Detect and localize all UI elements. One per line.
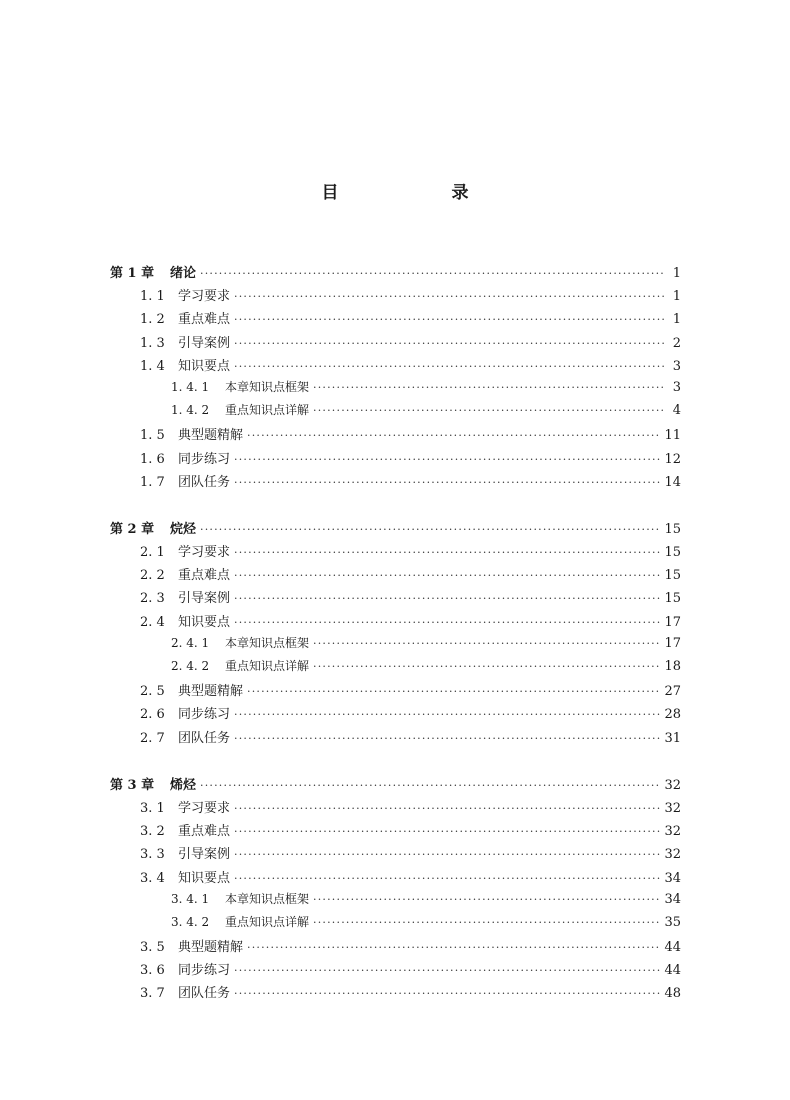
dot-leader — [234, 453, 661, 466]
page-number: 31 — [664, 730, 681, 746]
page-number: 1 — [672, 289, 681, 305]
section-title: 知识要点 — [178, 358, 231, 374]
toc-section-entry[interactable] — [110, 564, 681, 587]
toc-section-entry[interactable] — [110, 587, 681, 610]
page-number: 32 — [664, 824, 681, 840]
toc-subsection-entry[interactable] — [110, 913, 681, 936]
dot-leader — [234, 360, 664, 373]
dot-leader — [234, 290, 664, 303]
dot-leader — [234, 964, 661, 977]
dot-leader — [234, 848, 661, 861]
page-number: 4 — [672, 403, 681, 419]
section-number: 1. 1 — [140, 289, 165, 305]
section-title: 团队任务 — [178, 986, 231, 1002]
section-number: 3. 2 — [140, 824, 165, 840]
chapter-title: 烯烃 — [170, 777, 197, 793]
section-number: 1. 2 — [140, 312, 165, 328]
section-title: 学习要求 — [178, 289, 231, 305]
toc-subsection-entry[interactable] — [110, 634, 681, 657]
dot-leader — [313, 660, 661, 673]
section-number: 2. 2 — [140, 568, 165, 584]
toc-section-entry[interactable] — [110, 820, 681, 843]
toc-subsection-entry[interactable] — [110, 657, 681, 680]
chapter-number: 第 3 章 — [110, 777, 155, 793]
dot-leader — [313, 893, 661, 906]
page-number: 3 — [672, 358, 681, 374]
section-number: 2. 5 — [140, 684, 165, 700]
toc-chapter-entry[interactable] — [110, 774, 681, 797]
section-number: 1. 6 — [140, 451, 165, 467]
subsection-title: 本章知识点框架 — [225, 379, 310, 394]
toc-section-entry[interactable] — [110, 285, 681, 308]
section-title: 知识要点 — [178, 870, 231, 886]
section-title: 团队任务 — [178, 474, 231, 490]
toc-section-entry[interactable] — [110, 471, 681, 494]
section-title: 典型题精解 — [178, 428, 244, 444]
toc-section-entry[interactable] — [110, 936, 681, 959]
toc-section-entry[interactable] — [110, 541, 681, 564]
page-number: 2 — [672, 335, 681, 351]
toc-chapter-entry[interactable] — [110, 518, 681, 541]
section-title: 团队任务 — [178, 730, 231, 746]
page-number: 32 — [664, 847, 681, 863]
subsection-title: 本章知识点框架 — [225, 891, 310, 906]
section-title: 同步练习 — [178, 707, 231, 723]
dot-leader — [234, 732, 661, 745]
toc-section-entry[interactable] — [110, 332, 681, 355]
section-title: 同步练习 — [178, 451, 231, 467]
toc-section-entry[interactable] — [110, 797, 681, 820]
page-number: 32 — [664, 800, 681, 816]
dot-leader — [234, 825, 661, 838]
dot-leader — [234, 872, 661, 885]
toc-section-entry[interactable] — [110, 703, 681, 726]
dot-leader — [234, 708, 661, 721]
dot-leader — [200, 779, 661, 792]
dot-leader — [247, 429, 661, 442]
page-number: 44 — [664, 940, 681, 956]
toc-chapter-entry[interactable] — [110, 262, 681, 285]
page-number: 44 — [664, 963, 681, 979]
section-title: 重点难点 — [178, 568, 231, 584]
page-number: 3 — [672, 379, 681, 395]
toc-chapter — [110, 518, 681, 750]
subsection-number: 2. 4. 1 — [171, 635, 210, 650]
page-number: 15 — [664, 568, 681, 584]
subsection-title: 重点知识点详解 — [225, 659, 310, 673]
section-title: 学习要求 — [178, 545, 231, 561]
page-number: 12 — [664, 451, 681, 467]
toc-section-entry[interactable] — [110, 982, 681, 1005]
page-number: 35 — [664, 914, 681, 930]
chapter-title: 烷烃 — [170, 521, 197, 537]
chapter-title: 绪论 — [170, 266, 197, 281]
toc-section-entry[interactable] — [110, 867, 681, 890]
section-number: 3. 3 — [140, 847, 165, 863]
page-number: 34 — [664, 891, 681, 907]
section-number: 2. 1 — [140, 545, 165, 561]
dot-leader — [200, 267, 664, 280]
dot-leader — [313, 404, 664, 417]
page-number: 14 — [664, 474, 681, 490]
toc-section-entry[interactable] — [110, 680, 681, 703]
section-title: 知识要点 — [178, 614, 231, 630]
page-number: 1 — [672, 266, 681, 281]
subsection-number: 2. 4. 2 — [171, 659, 210, 673]
section-title: 引导案例 — [178, 591, 231, 607]
toc-subsection-entry[interactable] — [110, 890, 681, 913]
page-title: 目 录 — [321, 183, 517, 203]
dot-leader — [313, 381, 664, 394]
toc-section-entry[interactable] — [110, 611, 681, 634]
dot-leader — [200, 523, 661, 536]
toc-subsection-entry[interactable] — [110, 378, 681, 401]
subsection-number: 3. 4. 1 — [171, 891, 210, 906]
page-number: 15 — [664, 521, 681, 537]
toc-subsection-entry[interactable] — [110, 401, 681, 424]
section-number: 1. 5 — [140, 428, 165, 444]
section-number: 2. 3 — [140, 591, 165, 607]
page-number: 15 — [664, 545, 681, 561]
subsection-title: 本章知识点框架 — [225, 635, 310, 650]
page-number: 17 — [664, 635, 681, 651]
page-number: 15 — [664, 591, 681, 607]
section-number: 2. 4 — [140, 614, 165, 630]
dot-leader — [313, 916, 661, 929]
section-title: 典型题精解 — [178, 940, 244, 956]
toc-section-entry[interactable] — [110, 448, 681, 471]
section-number: 1. 3 — [140, 335, 165, 351]
subsection-number: 1. 4. 2 — [171, 403, 210, 418]
section-number: 2. 6 — [140, 707, 165, 723]
dot-leader — [234, 592, 661, 605]
dot-leader — [234, 616, 661, 629]
page-number: 28 — [664, 707, 681, 723]
section-title: 典型题精解 — [178, 684, 244, 700]
toc-section-entry[interactable] — [110, 355, 681, 378]
toc-section-entry[interactable] — [110, 727, 681, 750]
section-number: 3. 6 — [140, 963, 165, 979]
dot-leader — [234, 337, 664, 350]
page-number: 1 — [672, 312, 681, 328]
toc-chapter — [110, 774, 681, 1006]
dot-leader — [234, 546, 661, 559]
page-number: 48 — [664, 986, 681, 1002]
dot-leader — [234, 313, 664, 326]
dot-leader — [313, 637, 661, 650]
section-title: 引导案例 — [178, 335, 231, 351]
toc-section-entry[interactable] — [110, 959, 681, 982]
toc-section-entry[interactable] — [110, 843, 681, 866]
chapter-number: 第 2 章 — [110, 521, 155, 537]
section-title: 同步练习 — [178, 963, 231, 979]
page-number: 18 — [664, 659, 681, 674]
section-number: 3. 5 — [140, 940, 165, 956]
dot-leader — [247, 685, 661, 698]
section-number: 3. 7 — [140, 986, 165, 1002]
section-number: 1. 7 — [140, 474, 165, 490]
subsection-number: 3. 4. 2 — [171, 914, 210, 929]
subsection-title: 重点知识点详解 — [225, 914, 310, 929]
dot-leader — [234, 987, 661, 1000]
toc-chapter — [110, 262, 681, 494]
chapter-number: 第 1 章 — [110, 266, 155, 281]
section-title: 学习要求 — [178, 800, 231, 816]
page-number: 17 — [664, 614, 681, 630]
page-number: 34 — [664, 870, 681, 886]
section-number: 3. 1 — [140, 800, 165, 816]
table-of-contents — [110, 262, 681, 1030]
section-title: 重点难点 — [178, 312, 231, 328]
subsection-number: 1. 4. 1 — [171, 379, 210, 394]
page-number: 27 — [664, 684, 681, 700]
dot-leader — [234, 476, 661, 489]
section-number: 3. 4 — [140, 870, 165, 886]
toc-section-entry[interactable] — [110, 424, 681, 447]
section-number: 1. 4 — [140, 358, 165, 374]
subsection-title: 重点知识点详解 — [225, 403, 310, 418]
page-number: 32 — [664, 777, 681, 793]
dot-leader — [234, 802, 661, 815]
page-number: 11 — [664, 428, 681, 444]
toc-section-entry[interactable] — [110, 308, 681, 331]
dot-leader — [247, 941, 661, 954]
section-title: 重点难点 — [178, 824, 231, 840]
dot-leader — [234, 569, 661, 582]
section-number: 2. 7 — [140, 730, 165, 746]
section-title: 引导案例 — [178, 847, 231, 863]
